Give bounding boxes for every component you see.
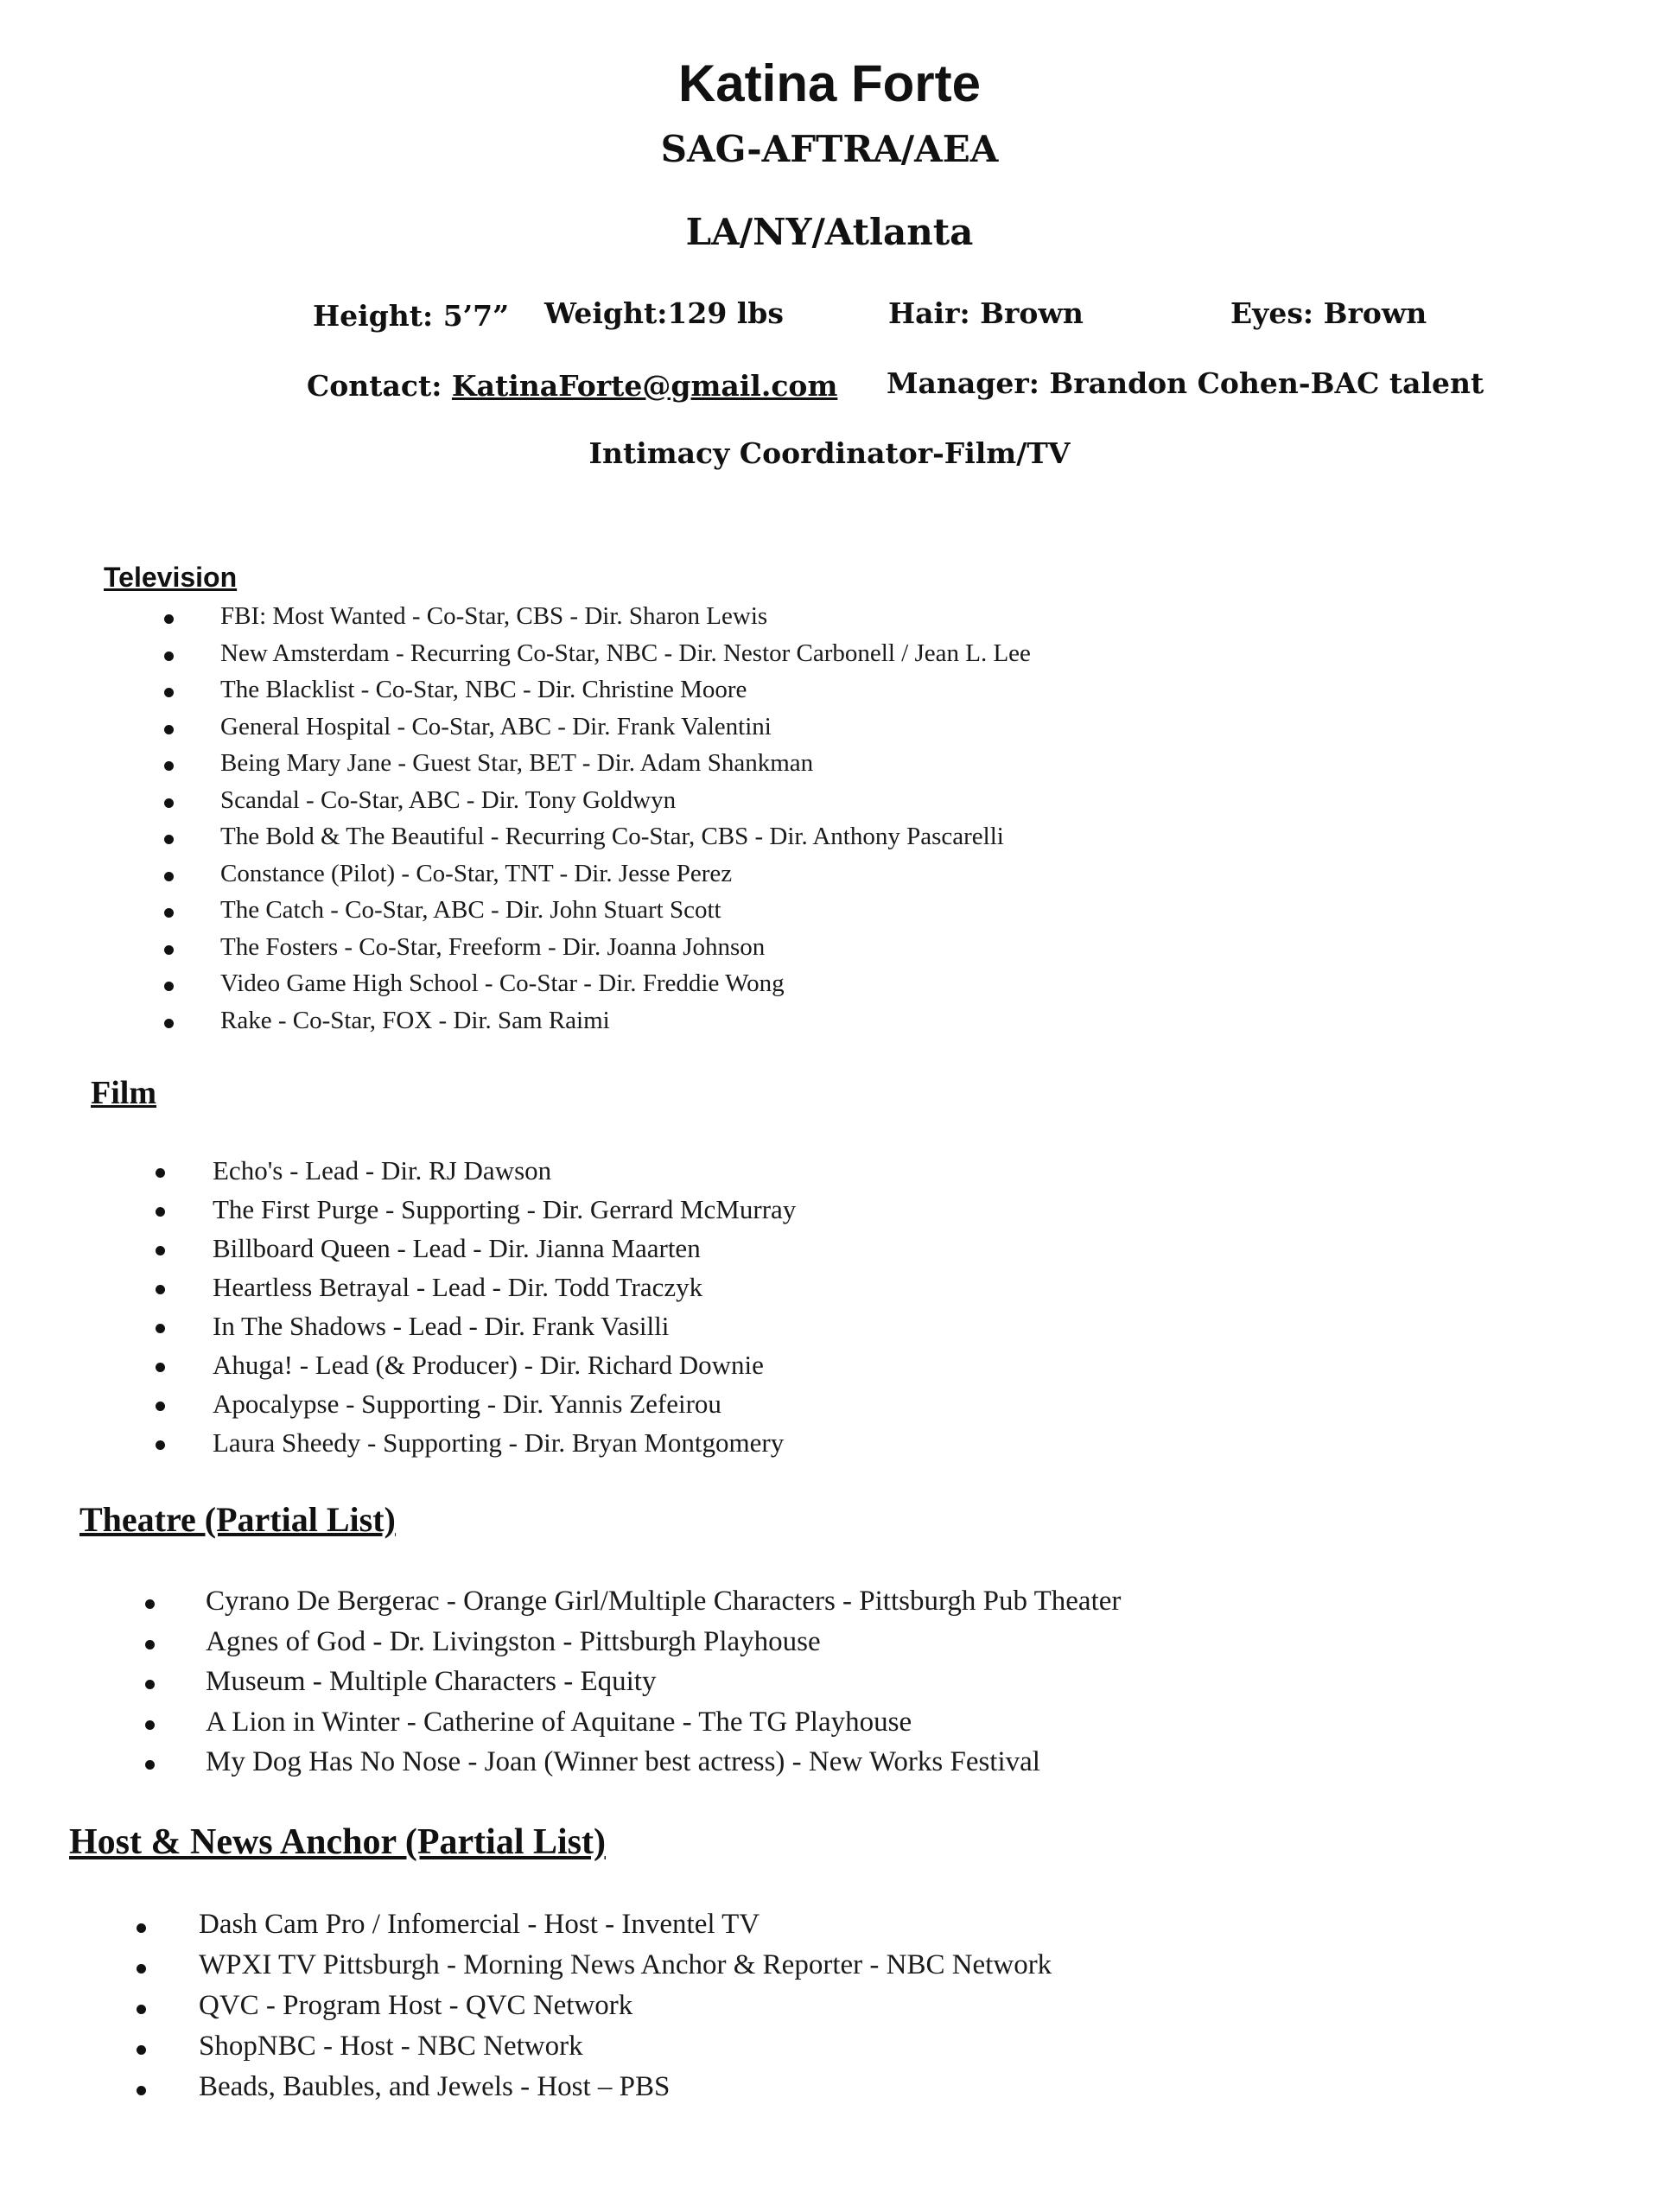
list-item: WPXI TV Pittsburgh - Morning News Anchor & Reporter - NBC Network — [137, 1945, 1052, 1986]
theatre-heading: Theatre (Partial List) — [79, 1500, 396, 1539]
manager-line: Manager: Brandon Cohen-BAC talent — [887, 366, 1484, 400]
theatre-list — [145, 1581, 1121, 1783]
television-heading: Television — [104, 562, 238, 593]
bullet-icon — [164, 652, 174, 661]
list-item: Scandal - Co-Star, ABC - Dir. Tony Goldwyn — [164, 782, 1031, 819]
bullet-icon — [164, 872, 174, 881]
list-item: Dash Cam Pro / Infomercial - Host - Inventel TV — [137, 1904, 1052, 1945]
list-item: FBI: Most Wanted - Co-Star, CBS - Dir. Sharon Lewis — [164, 598, 1031, 635]
bullet-icon — [164, 982, 174, 991]
television-list — [164, 598, 1031, 1039]
list-item: The Catch - Co-Star, ABC - Dir. John Stuart Scott — [164, 892, 1031, 929]
list-item: Beads, Baubles, and Jewels - Host – PBS — [137, 2067, 1052, 2107]
list-item: Laura Sheedy - Supporting - Dir. Bryan Montgomery — [156, 1423, 796, 1462]
bullet-icon — [156, 1440, 165, 1450]
bullet-icon — [156, 1363, 165, 1372]
bullet-icon — [156, 1246, 165, 1255]
list-item: Cyrano De Bergerac - Orange Girl/Multiple Characters - Pittsburgh Pub Theater — [145, 1581, 1121, 1622]
list-item: New Amsterdam - Recurring Co-Star, NBC - Dir. Nestor Carbonell / Jean L. Lee — [164, 635, 1031, 672]
contact-label: Contact: — [307, 369, 442, 403]
contact-line — [307, 369, 837, 403]
union-affiliation: SAG-AFTRA/AEA — [660, 128, 999, 170]
bullet-icon — [156, 1402, 165, 1411]
contact-email-link[interactable]: KatinaForte@gmail.com — [451, 369, 838, 403]
actor-name: Katina Forte — [677, 54, 982, 112]
bullet-icon — [164, 761, 174, 771]
list-item: Constance (Pilot) - Co-Star, TNT - Dir. Jesse Perez — [164, 855, 1031, 893]
bullet-icon — [164, 798, 174, 808]
list-item: A Lion in Winter - Catherine of Aquitane - The TG Playhouse — [145, 1702, 1121, 1743]
bullet-icon — [145, 1599, 155, 1609]
intimacy-coordinator-title: Intimacy Coordinator-Film/TV — [588, 436, 1071, 470]
host-list — [137, 1904, 1052, 2107]
bullet-icon — [137, 2005, 146, 2014]
bullet-icon — [156, 1168, 165, 1178]
list-item: The First Purge - Supporting - Dir. Gerrard McMurray — [156, 1190, 796, 1229]
list-item: Echo's - Lead - Dir. RJ Dawson — [156, 1151, 796, 1190]
bullet-icon — [164, 835, 174, 844]
bullet-icon — [156, 1285, 165, 1294]
bullet-icon — [145, 1760, 155, 1770]
film-list — [156, 1151, 796, 1462]
bullet-icon — [145, 1720, 155, 1730]
list-item: The Bold & The Beautiful - Recurring Co-Star, CBS - Dir. Anthony Pascarelli — [164, 818, 1031, 855]
list-item: Billboard Queen - Lead - Dir. Jianna Maarten — [156, 1229, 796, 1268]
list-item: Heartless Betrayal - Lead - Dir. Todd Traczyk — [156, 1268, 796, 1306]
bullet-icon — [137, 2086, 146, 2095]
bullet-icon — [145, 1640, 155, 1649]
bullet-icon — [156, 1207, 165, 1217]
bullet-icon — [164, 688, 174, 697]
bullet-icon — [137, 1964, 146, 1974]
eyes-stat: Eyes: Brown — [1230, 296, 1427, 330]
list-item: Rake - Co-Star, FOX - Dir. Sam Raimi — [164, 1002, 1031, 1039]
list-item: Ahuga! - Lead (& Producer) - Dir. Richard Downie — [156, 1345, 796, 1384]
list-item: The Blacklist - Co-Star, NBC - Dir. Christine Moore — [164, 671, 1031, 709]
bullet-icon — [137, 2045, 146, 2055]
hair-stat: Hair: Brown — [888, 296, 1084, 330]
list-item: Museum - Multiple Characters - Equity — [145, 1662, 1121, 1702]
bullet-icon — [137, 1923, 146, 1933]
bullet-icon — [164, 945, 174, 955]
list-item: My Dog Has No Nose - Joan (Winner best actress) - New Works Festival — [145, 1742, 1121, 1783]
film-heading: Film — [91, 1075, 156, 1111]
list-item: General Hospital - Co-Star, ABC - Dir. Frank Valentini — [164, 709, 1031, 746]
list-item: Apocalypse - Supporting - Dir. Yannis Zefeirou — [156, 1384, 796, 1423]
bullet-icon — [156, 1324, 165, 1333]
list-item: In The Shadows - Lead - Dir. Frank Vasilli — [156, 1306, 796, 1345]
list-item: Agnes of God - Dr. Livingston - Pittsburgh Playhouse — [145, 1622, 1121, 1662]
weight-stat: Weight:129 lbs — [544, 296, 784, 330]
bullet-icon — [164, 1019, 174, 1028]
bullet-icon — [164, 614, 174, 624]
host-heading: Host & News Anchor (Partial List) — [69, 1822, 606, 1862]
list-item: The Fosters - Co-Star, Freeform - Dir. Joanna Johnson — [164, 929, 1031, 966]
height-stat: Height: 5’7” — [313, 299, 510, 333]
list-item: ShopNBC - Host - NBC Network — [137, 2026, 1052, 2067]
bullet-icon — [164, 725, 174, 734]
bullet-icon — [164, 908, 174, 918]
market-cities: LA/NY/Atlanta — [685, 211, 974, 253]
bullet-icon — [145, 1680, 155, 1689]
list-item: Being Mary Jane - Guest Star, BET - Dir. Adam Shankman — [164, 745, 1031, 782]
list-item: Video Game High School - Co-Star - Dir. Freddie Wong — [164, 965, 1031, 1002]
list-item: QVC - Program Host - QVC Network — [137, 1986, 1052, 2026]
